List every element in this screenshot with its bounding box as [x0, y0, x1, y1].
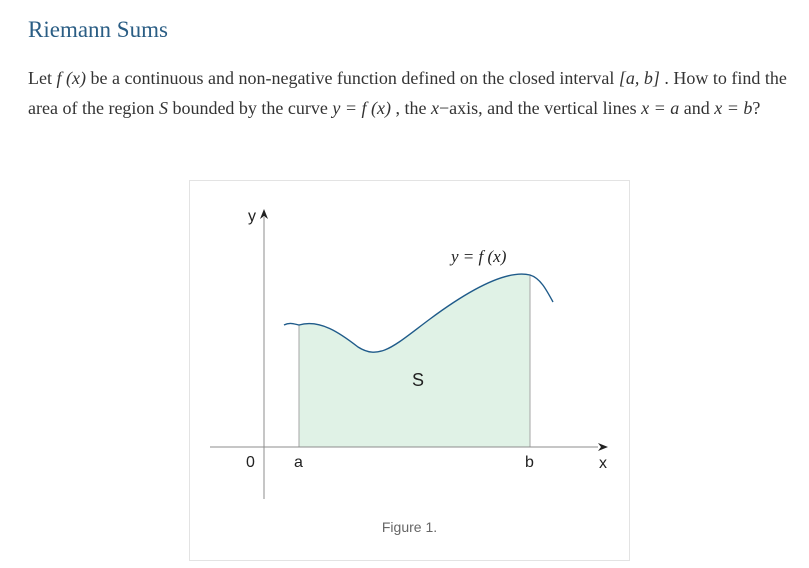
math-x-axis-var: x	[431, 98, 440, 118]
math-f: f	[56, 68, 62, 88]
math-fx: (x)	[61, 68, 86, 88]
intro-text-7: and	[679, 98, 715, 118]
figure-graph	[190, 181, 629, 560]
math-line-a: x = a	[641, 98, 680, 118]
figure-1	[189, 180, 630, 561]
intro-text-4: bounded by the curve	[167, 98, 333, 118]
figure-caption: Figure 1.	[381, 519, 438, 535]
y-axis-label: y	[248, 208, 256, 225]
a-label: a	[294, 454, 303, 471]
curve-label: y = f (x)	[451, 247, 507, 266]
intro-text-5: , the	[391, 98, 432, 118]
b-label: b	[525, 454, 534, 471]
intro-text-2: be a continuous and non-negative function defined on the closed interval	[86, 68, 619, 88]
page-title: Riemann Sums	[28, 17, 168, 42]
origin-label: 0	[246, 454, 255, 471]
x-axis-label: x	[599, 455, 607, 472]
math-line-b: x = b	[714, 98, 753, 118]
region-label: S	[412, 370, 425, 390]
intro-text-1: Let	[28, 68, 57, 88]
math-curve-eq: y = f (x)	[332, 98, 392, 118]
shaded-region	[299, 274, 530, 447]
x-axis-arrow-icon	[598, 443, 608, 451]
math-interval: [a, b]	[618, 68, 660, 88]
intro-text-6: −axis, and the vertical lines	[439, 98, 642, 118]
intro-text-8: ?	[752, 98, 761, 118]
intro-paragraph	[28, 63, 788, 123]
math-region-s: S	[158, 98, 168, 118]
intro-text-3: . How to find the area of the region	[28, 68, 787, 118]
